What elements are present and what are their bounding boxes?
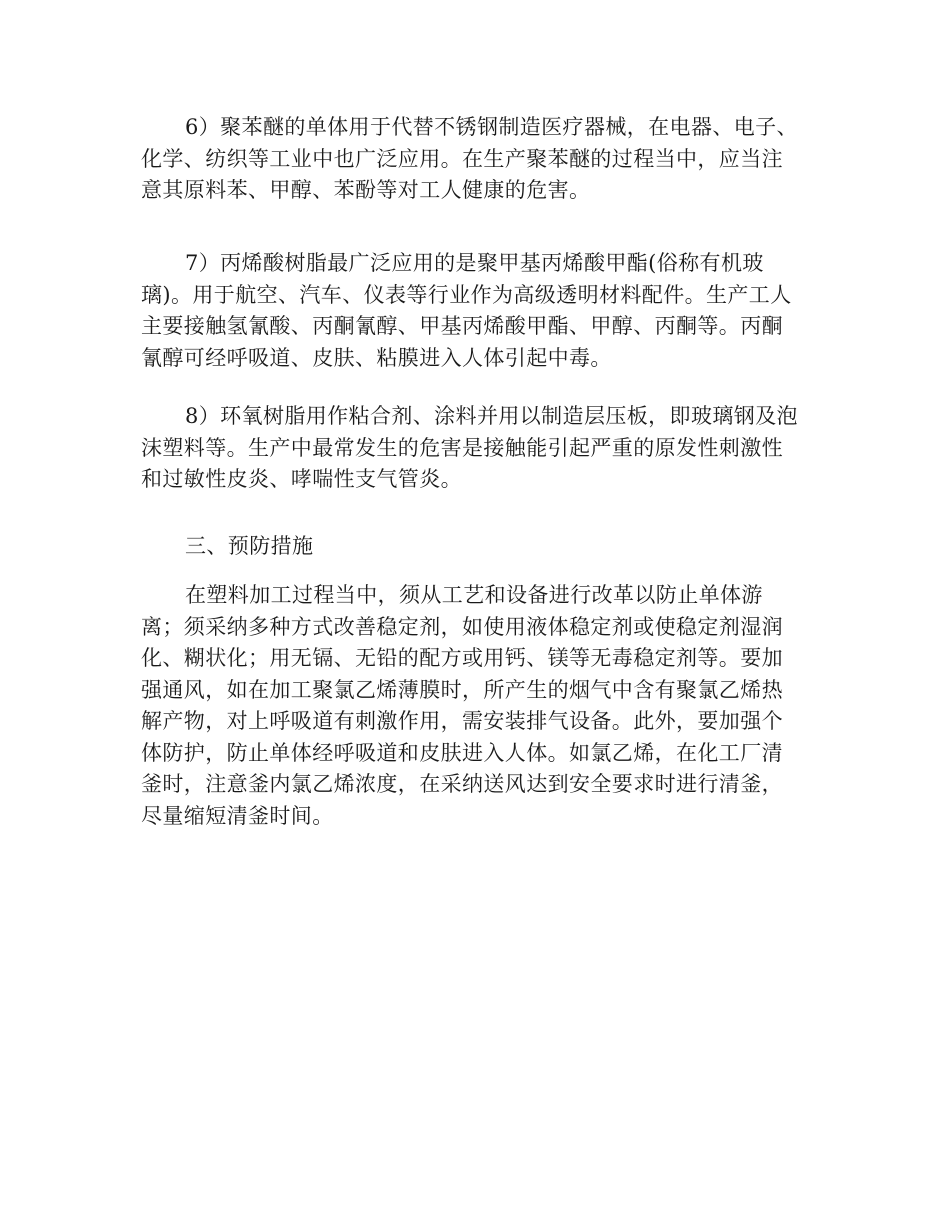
paragraph-line: 尽量缩短清釜时间。 <box>141 803 334 828</box>
paragraph-line: 在塑料加工过程当中，须从工艺和设备进行改革以防止单体游 <box>185 583 763 607</box>
paragraph-line: 氰醇可经呼吸道、皮肤、粘膜进入人体引起中毒。 <box>141 345 612 370</box>
paragraph-line: 主要接触氢氰酸、丙酮氰醇、甲基丙烯酸甲酯、甲醇、丙酮等。丙酮 <box>141 314 783 338</box>
section-heading-prevention <box>141 531 806 563</box>
paragraph-line: 化、糊状化；用无镉、无铅的配方或用钙、镁等无毒稳定剂等。要加 <box>141 646 783 670</box>
paragraph-line: 6）聚苯醚的单体用于代替不锈钢制造医疗器械，在电器、电子、 <box>185 115 798 139</box>
paragraph-line: 璃)。用于航空、汽车、仪表等行业作为高级透明材料配件。生产工人 <box>141 282 792 307</box>
paragraph-line: 化学、纺织等工业中也广泛应用。在生产聚苯醚的过程当中，应当注 <box>141 146 783 171</box>
paragraph-prevention <box>141 580 806 832</box>
paragraph-line: 意其原料苯、甲醇、苯酚等对工人健康的危害。 <box>141 178 591 202</box>
paragraph-line: 和过敏性皮炎、哮喘性支气管炎。 <box>141 467 462 491</box>
paragraph-line: 体防护，防止单体经呼吸道和皮肤进入人体。如氯乙烯，在化工厂清 <box>141 740 783 765</box>
paragraph-line: 沫塑料等。生产中最常发生的危害是接触能引起严重的原发性刺激性 <box>141 435 783 460</box>
paragraph-line: 离；须采纳多种方式改善稳定剂，如使用液体稳定剂或使稳定剂湿润 <box>141 614 783 639</box>
paragraph-item-6 <box>141 112 806 207</box>
paragraph-line: 7）丙烯酸树脂最广泛应用的是聚甲基丙烯酸甲酯(俗称有机玻 <box>185 251 764 275</box>
paragraph-line: 8）环氧树脂用作粘合剂、涂料并用以制造层压板，即玻璃钢及泡 <box>185 404 798 428</box>
section-heading: 三、预防措施 <box>185 534 314 558</box>
paragraph-item-8 <box>141 401 806 496</box>
paragraph-line: 解产物，对上呼吸道有刺激作用，需安装排气设备。此外，要加强个 <box>141 709 783 733</box>
paragraph-line: 强通风，如在加工聚氯乙烯薄膜时，所产生的烟气中含有聚氯乙烯热 <box>141 677 783 702</box>
paragraph-line: 釜时，注意釜内氯乙烯浓度，在采纳送风达到安全要求时进行清釜， <box>141 772 783 796</box>
paragraph-item-7 <box>141 248 806 374</box>
